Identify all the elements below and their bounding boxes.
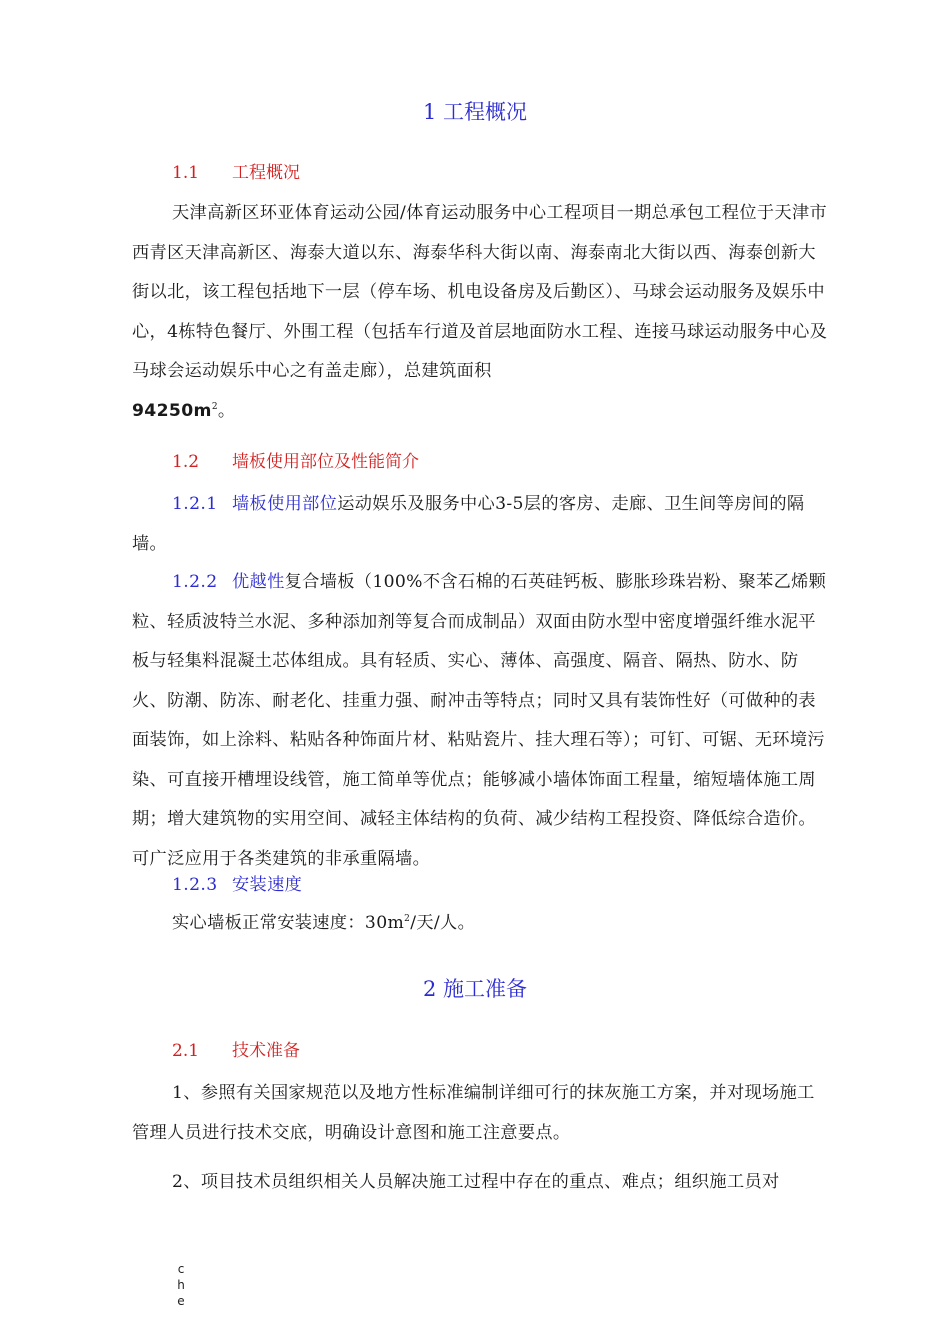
heading-1-2-2-number: 1.2.2: [172, 572, 218, 592]
heading-2-1: [172, 1036, 300, 1061]
heading-1-2-text: 墙板使用部位及性能简介: [232, 452, 419, 472]
heading-2-1-text: 技术准备: [232, 1041, 300, 1061]
install-speed-text: 实心墙板正常安装速度：30m: [172, 913, 405, 933]
install-speed-tail: /天/人。: [410, 913, 476, 933]
footer-char-1: c: [177, 1262, 185, 1276]
heading-1-2-3: [172, 875, 302, 895]
heading-1-2-1: [172, 494, 337, 514]
heading-1-2: [172, 447, 419, 472]
heading-2-1-number: 2.1: [172, 1041, 200, 1061]
heading-1-2-number: 1.2: [172, 452, 200, 472]
footer-char-3: e: [177, 1294, 185, 1308]
wall-usage-paragraph: [132, 485, 832, 564]
install-speed-paragraph: [132, 904, 832, 944]
total-area-value: 94250: [132, 400, 194, 421]
advantages-text: 复合墙板（100%不含石棉的石英硅钙板、膨胀珍珠岩粉、聚苯乙烯颗粒、轻质波特兰水泥、多种添加剂等复合而成制品）双面由防水型中密度增强纤维水泥平板与轻集料混凝土芯体组成。具有轻质、实心、薄体、高强度、隔音、隔热、防水、防火、防潮、防冻、耐老化、挂重力强、耐冲击等特点；同时又具有装饰性好（可做种的表面装饰，如上涂料、粘贴各种饰面片材、粘贴瓷片、挂大理石等）；可钉、可锯、无环境污染、可直接开槽埋设线管，施工简单等优点；能够减小墙体饰面工程量，缩短墙体施工周期；增大建筑物的实用空间、减轻主体结构的负荷、减少结构工程投资、降低综合造价。可广泛应用于各类建筑的非承重隔墙。: [132, 572, 827, 869]
total-area-superscript: 2: [211, 401, 218, 412]
advantages-paragraph: [132, 563, 832, 879]
tech-prep-text-2: 2、项目技术员组织相关人员解决施工过程中存在的重点、难点；组织施工员对: [172, 1172, 780, 1192]
heading-1-2-1-text: 墙板使用部位: [232, 494, 338, 514]
heading-1-2-2: [172, 572, 285, 592]
tech-prep-paragraph-2: [132, 1163, 832, 1203]
heading-1-1-text: 工程概况: [232, 163, 300, 183]
heading-1-2-3-text: 安装速度: [232, 875, 303, 895]
heading-1-2-3-number: 1.2.3: [172, 875, 218, 895]
section-1-title: 1 工程概况: [422, 100, 528, 124]
tech-prep-paragraph-1: [132, 1074, 832, 1153]
project-overview-text: 天津高新区环亚体育运动公园/体育运动服务中心工程项目一期总承包工程位于天津市西青区天津高新区、海泰大道以东、海泰华科大街以南、海泰南北大街以西、海泰创新大街以北，该工程包括地下一层（停车场、机电设备房及后勤区）、马球会运动服务及娱乐中心，4栋特色餐厅、外围工程（包括车行道及首层地面防水工程、连接马球运动服务中心及马球会运动娱乐中心之有盖走廊），总建筑面积: [132, 203, 828, 381]
wall-usage-text: 运动娱乐及服务中心3-5层的客房、走廊、卫生间等房间的隔墙。: [132, 494, 805, 554]
heading-1-1: [172, 158, 300, 183]
total-area-unit: m: [193, 400, 212, 421]
heading-1-1-number: 1.1: [172, 163, 200, 183]
install-speed-heading-line: [132, 866, 832, 906]
section-2-title: 2 施工准备: [422, 977, 528, 1001]
heading-1-2-1-number: 1.2.1: [172, 494, 218, 514]
tech-prep-text-1: 1、参照有关国家规范以及地方性标准编制详细可行的抹灰施工方案，并对现场施工管理人员进行技术交底，明确设计意图和施工注意要点。: [132, 1083, 815, 1143]
project-overview-paragraph: [132, 194, 832, 431]
footer-vertical-text: [176, 1261, 186, 1309]
total-area-tail: 。: [217, 400, 236, 421]
footer-char-2: h: [177, 1278, 185, 1292]
heading-1-2-2-text: 优越性: [232, 572, 285, 592]
install-speed-superscript: 2: [404, 914, 411, 924]
